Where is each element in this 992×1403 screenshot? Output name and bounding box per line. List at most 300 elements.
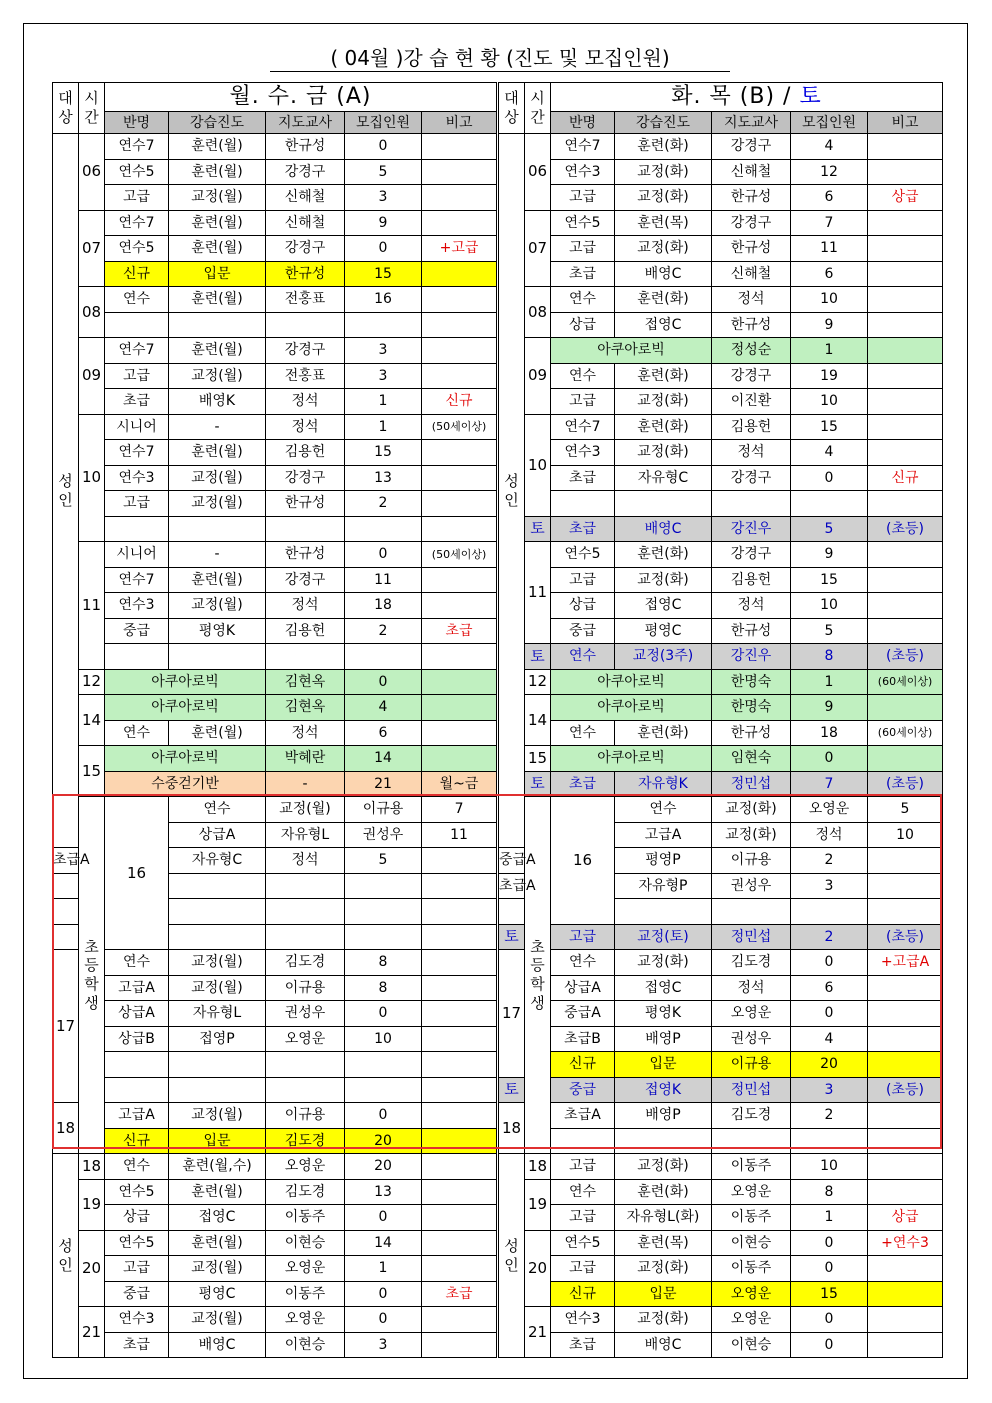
cell-teacher: 정민섭 [712,1077,791,1103]
cell-recruit: 1 [345,1256,422,1282]
day-title [551,83,943,112]
day-title-weekday: 화. 목 (B) [671,84,776,109]
cell-class: 아쿠아로빅 [551,695,712,721]
cell-class [551,491,615,517]
time-cell: 07 [525,210,551,287]
cell-recruit: 11 [422,822,497,848]
cell-class: 초급 [551,771,615,797]
cell-progress: 평영C [169,1281,266,1307]
cell-class [551,1128,615,1154]
cell-recruit: 9 [791,695,868,721]
cell-note: +고급 [422,236,497,262]
cell-recruit [345,1052,422,1078]
cell-recruit: 0 [345,1307,422,1333]
cell-class: 연수3 [551,159,615,185]
cell-note [422,1103,497,1129]
cell-note [422,261,497,287]
schedule-table-mwf [52,82,497,1358]
time-cell: 16 [105,797,169,950]
cell-note [422,363,497,389]
cell-teacher: - [266,771,345,797]
cell-note [422,312,497,338]
group-kids: 초등학생 [525,797,551,1154]
cell-progress [169,312,266,338]
cell-class: 고급A [105,975,169,1001]
cell-teacher: 이현승 [712,1332,791,1358]
cell-note [422,950,497,976]
cell-note [422,134,497,160]
time-cell: 18 [53,1103,79,1154]
cell-teacher: 정석 [791,822,868,848]
cell-recruit: 8 [791,644,868,670]
cell-class: 고급 [105,185,169,211]
cell-note [422,440,497,466]
cell-teacher: 강경구 [266,236,345,262]
cell-note: (60세이상) [868,720,943,746]
cell-note: 상급 [868,185,943,211]
cell-progress: 자유형C [615,465,712,491]
cell-teacher: 한규성 [266,261,345,287]
cell-recruit: 15 [345,440,422,466]
cell-recruit: 0 [791,1307,868,1333]
cell-recruit: 19 [791,363,868,389]
cell-progress [169,924,266,950]
cell-class: 연수 [551,287,615,313]
cell-progress: 교정(화) [615,389,712,415]
cell-progress: 훈련(월,수) [169,1154,266,1180]
header-recruit: 모집인원 [791,112,868,134]
cell-note [422,287,497,313]
cell-recruit: 5 [868,797,943,823]
cell-class: 연수5 [551,210,615,236]
cell-class: 연수7 [105,567,169,593]
cell-class: 고급 [551,924,615,950]
group-adult: 성인 [53,134,79,848]
cell-teacher [266,644,345,670]
time-cell: 18 [79,1154,105,1180]
cell-progress: 입문 [615,1281,712,1307]
cell-teacher: 강경구 [266,567,345,593]
cell-recruit [345,516,422,542]
cell-note: (초등) [868,1077,943,1103]
cell-recruit: 2 [345,618,422,644]
cell-note [422,338,497,364]
cell-progress: 자유형C [169,848,266,874]
cell-class: 아쿠아로빅 [105,695,266,721]
cell-teacher [712,491,791,517]
cell-note: (초등) [868,771,943,797]
cell-class: 연수3 [105,1307,169,1333]
cell-recruit: 6 [791,185,868,211]
cell-recruit [791,1128,868,1154]
cell-recruit: 0 [345,236,422,262]
cell-recruit: 4 [791,134,868,160]
cell-note [422,465,497,491]
cell-class: 고급 [105,363,169,389]
cell-note [868,134,943,160]
cell-note [422,644,497,670]
cell-teacher [266,516,345,542]
cell-progress [615,899,712,925]
cell-progress: 접영K [615,1077,712,1103]
cell-class: 아쿠아로빅 [551,746,712,772]
cell-progress: 접영C [615,975,712,1001]
cell-class: 신규 [105,261,169,287]
cell-progress: 배영P [615,1103,712,1129]
cell-teacher [266,924,345,950]
cell-recruit: 8 [791,1179,868,1205]
cell-teacher: 김용헌 [712,567,791,593]
header-class: 반명 [551,112,615,134]
cell-note: 초급 [422,618,497,644]
cell-class: 상급 [551,593,615,619]
cell-class: 고급 [551,1154,615,1180]
cell-teacher: 이동주 [712,1205,791,1231]
cell-progress: 평영K [169,618,266,644]
cell-note: +고급A [868,950,943,976]
cell-teacher: 한명숙 [712,695,791,721]
cell-class [499,899,525,925]
cell-recruit: 10 [791,1154,868,1180]
cell-class [105,644,169,670]
cell-recruit: 18 [345,593,422,619]
cell-progress [615,491,712,517]
cell-progress: 훈련(월) [169,159,266,185]
cell-teacher: 신해철 [266,185,345,211]
cell-teacher: 강경구 [266,159,345,185]
cell-class: 상급A [169,822,266,848]
cell-teacher: 오영운 [266,1154,345,1180]
cell-class: 고급 [105,1256,169,1282]
group-adult: 성인 [499,1154,525,1358]
cell-teacher: 오영운 [791,797,868,823]
cell-recruit: 6 [345,720,422,746]
cell-note [422,1179,497,1205]
cell-note [868,389,943,415]
cell-note [422,1256,497,1282]
cell-progress: 교정(월) [266,797,345,823]
cell-progress: 배영C [615,261,712,287]
cell-note: 상급 [868,1205,943,1231]
time-cell: 08 [79,287,105,338]
cell-progress: 교정(화) [615,567,712,593]
cell-progress: 자유형P [615,873,712,899]
cell-note [868,1001,943,1027]
cell-class: 연수 [615,797,712,823]
cell-teacher: 권성우 [266,1001,345,1027]
time-cell: 06 [525,134,551,211]
cell-note [422,1307,497,1333]
cell-class: 연수5 [105,159,169,185]
day-title: 월. 수. 금 (A) [105,83,497,112]
time-cell: 21 [525,1307,551,1358]
cell-note [868,1281,943,1307]
cell-teacher: 강경구 [712,210,791,236]
cell-note [868,975,943,1001]
cell-recruit: 20 [791,1052,868,1078]
cell-note [868,873,943,899]
cell-progress: 교정(화) [615,159,712,185]
cell-teacher: 김도경 [712,1103,791,1129]
cell-class: 상급A [551,975,615,1001]
time-cell: 18 [499,1103,525,1154]
cell-progress [169,1077,266,1103]
cell-recruit: 1 [345,389,422,415]
cell-teacher: 김용헌 [712,414,791,440]
cell-teacher: 권성우 [712,873,791,899]
cell-class: 연수7 [105,134,169,160]
cell-teacher: 김현옥 [266,695,345,721]
cell-teacher: 이규용 [345,797,422,823]
cell-recruit: 0 [345,669,422,695]
cell-teacher: 강경구 [712,465,791,491]
cell-progress: 교정(화) [615,1154,712,1180]
cell-class: 연수5 [105,1230,169,1256]
cell-progress: 교정(월) [169,491,266,517]
cell-class: 중급A [499,848,525,874]
cell-class: 상급 [105,1205,169,1231]
cell-note [868,1154,943,1180]
cell-teacher: 전홍표 [266,287,345,313]
cell-progress: 훈련(월) [169,210,266,236]
time-cell: 20 [525,1230,551,1307]
cell-recruit: 3 [791,873,868,899]
cell-note [868,236,943,262]
cell-note: 신규 [868,465,943,491]
cell-class: 연수5 [551,542,615,568]
cell-progress [615,1128,712,1154]
cell-teacher: 이진환 [712,389,791,415]
cell-progress: - [169,414,266,440]
cell-teacher: 김도경 [266,1128,345,1154]
cell-note [868,1256,943,1282]
cell-recruit: 7 [791,771,868,797]
cell-class [53,899,79,925]
cell-note [422,593,497,619]
cell-teacher: 정석 [266,720,345,746]
cell-teacher: 권성우 [345,822,422,848]
cell-progress: 평영K [615,1001,712,1027]
cell-recruit: 10 [791,593,868,619]
cell-class: 초급A [551,1103,615,1129]
cell-progress: 교정(월) [169,975,266,1001]
header-recruit: 모집인원 [345,112,422,134]
cell-teacher: 한규성 [712,185,791,211]
cell-note [868,210,943,236]
cell-teacher: 신해철 [712,261,791,287]
schedule-table-tts [498,82,943,1358]
cell-class: 초급B [551,1026,615,1052]
cell-class: 중급A [551,1001,615,1027]
cell-recruit [791,899,868,925]
header-class: 반명 [105,112,169,134]
cell-recruit: 18 [791,720,868,746]
cell-teacher: 오영운 [266,1256,345,1282]
saturday-cell: 토 [499,924,525,950]
cell-teacher: 오영운 [266,1026,345,1052]
cell-note [422,1205,497,1231]
cell-teacher: 정성순 [712,338,791,364]
cell-teacher: 전홍표 [266,363,345,389]
cell-class: 연수 [105,287,169,313]
time-cell: 16 [551,797,615,925]
cell-teacher: 이규용 [266,1103,345,1129]
cell-recruit: 0 [791,1256,868,1282]
cell-class: 상급B [105,1026,169,1052]
cell-class: 연수7 [105,440,169,466]
cell-progress: 교정(월) [169,1103,266,1129]
cell-progress: 훈련(월) [169,1230,266,1256]
cell-class: 고급 [105,491,169,517]
cell-note [422,1001,497,1027]
cell-recruit: 9 [791,542,868,568]
cell-recruit: 9 [345,210,422,236]
cell-note [422,975,497,1001]
cell-teacher [266,312,345,338]
cell-class: 시니어 [105,542,169,568]
cell-note: 초급 [422,1281,497,1307]
cell-recruit: 4 [791,1026,868,1052]
cell-recruit: 5 [791,516,868,542]
cell-progress: 입문 [169,1128,266,1154]
cell-teacher: 김도경 [266,950,345,976]
cell-note: (초등) [868,644,943,670]
cell-recruit [345,1077,422,1103]
cell-teacher: 정민섭 [712,924,791,950]
cell-note [422,210,497,236]
cell-note [422,848,497,874]
cell-teacher: 한규성 [712,236,791,262]
cell-recruit: 2 [791,924,868,950]
cell-note [868,363,943,389]
cell-note [422,1154,497,1180]
cell-note [868,287,943,313]
col-target-header: 대상 [53,83,79,134]
cell-recruit: 3 [345,338,422,364]
cell-recruit: 12 [791,159,868,185]
cell-recruit [345,873,422,899]
cell-class: 아쿠아로빅 [551,338,712,364]
cell-class: 연수7 [105,210,169,236]
cell-class: 초급 [551,261,615,287]
cell-progress: 훈련(화) [615,287,712,313]
cell-teacher: 강경구 [266,338,345,364]
cell-recruit: 1 [791,1205,868,1231]
cell-recruit: 20 [345,1128,422,1154]
cell-teacher: 신해철 [266,210,345,236]
cell-note [868,1052,943,1078]
time-cell: 19 [79,1179,105,1230]
cell-teacher: 정석 [712,440,791,466]
cell-class: 상급A [105,1001,169,1027]
cell-progress: 훈련(월) [169,720,266,746]
cell-progress: 훈련(화) [615,134,712,160]
header-progress: 강습진도 [615,112,712,134]
saturday-cell: 토 [499,1077,525,1103]
cell-class: 연수 [551,720,615,746]
time-cell: 11 [79,542,105,670]
cell-progress: 배영C [615,516,712,542]
time-cell: 14 [79,695,105,746]
cell-note [868,1179,943,1205]
cell-teacher: 강진우 [712,516,791,542]
cell-recruit: 0 [791,746,868,772]
cell-recruit: 11 [791,236,868,262]
cell-class: 고급 [551,389,615,415]
cell-progress: 교정(화) [615,236,712,262]
day-title-sep: / [783,84,792,109]
header-teacher: 지도교사 [712,112,791,134]
cell-teacher: 이동주 [712,1154,791,1180]
cell-recruit: 4 [791,440,868,466]
cell-recruit: 6 [791,261,868,287]
cell-class [53,924,79,950]
cell-progress: 배영C [615,1332,712,1358]
cell-note: (50세이상) [422,414,497,440]
cell-teacher: 한규성 [266,134,345,160]
cell-class: 연수7 [551,414,615,440]
cell-note [422,567,497,593]
cell-teacher: 정석 [266,389,345,415]
cell-progress: 교정(화) [615,950,712,976]
cell-note [868,414,943,440]
cell-recruit [345,899,422,925]
cell-progress: 자유형L(화) [615,1205,712,1231]
cell-class: 연수5 [105,236,169,262]
cell-recruit: 0 [345,1281,422,1307]
cell-teacher: 이동주 [266,1281,345,1307]
cell-note [422,1052,497,1078]
time-cell: 15 [79,746,105,797]
cell-teacher: 한규성 [712,618,791,644]
cell-class: 초급 [105,1332,169,1358]
cell-progress: 훈련(월) [169,567,266,593]
cell-recruit: 0 [345,542,422,568]
cell-class: 수중걷기반 [105,771,266,797]
header-note: 비고 [868,112,943,134]
cell-progress: 교정(화) [615,185,712,211]
cell-recruit: 15 [791,1281,868,1307]
cell-progress: 접영C [615,312,712,338]
cell-recruit: 0 [791,465,868,491]
cell-recruit: 21 [345,771,422,797]
time-cell: 17 [53,950,79,1103]
cell-recruit: 5 [345,159,422,185]
cell-progress: 교정(월) [169,593,266,619]
cell-recruit: 14 [345,746,422,772]
cell-note [868,695,943,721]
cell-class [105,312,169,338]
cell-note [868,1103,943,1129]
cell-teacher: 강경구 [712,542,791,568]
cell-recruit: 5 [791,618,868,644]
cell-note: 신규 [422,389,497,415]
cell-note [422,1230,497,1256]
cell-class: 고급 [551,567,615,593]
cell-recruit [345,312,422,338]
cell-note [422,873,497,899]
cell-class [53,873,79,899]
cell-progress: 훈련(월) [169,287,266,313]
cell-recruit: 0 [791,1001,868,1027]
cell-recruit: 1 [791,338,868,364]
cell-class: 아쿠아로빅 [105,669,266,695]
cell-note [422,899,497,925]
cell-class: 연수7 [551,134,615,160]
cell-progress: 훈련(목) [615,210,712,236]
cell-note [868,567,943,593]
col-time-header: 시간 [79,83,105,134]
